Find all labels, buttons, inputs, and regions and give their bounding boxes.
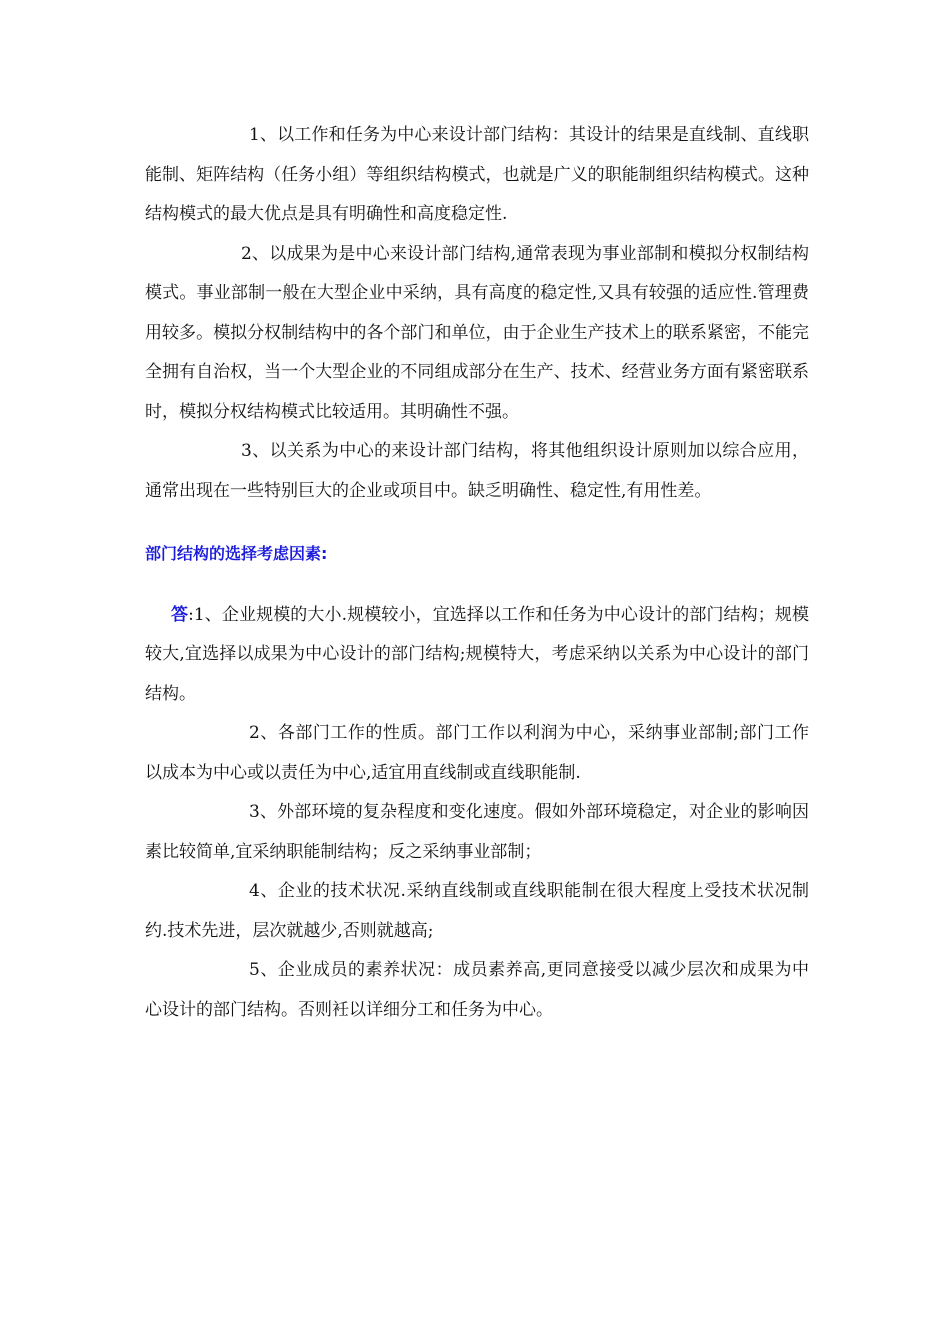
answer-label: 答 bbox=[171, 604, 189, 625]
paragraph-department-nature: 2、各部门工作的性质。部门工作以利润为中心，采纳事业部制;部门工作以成本为中心或以责任为中心,适宜用直线制或直线职能制. bbox=[145, 723, 809, 783]
paragraph-external-environment: 3、外部环境的复杂程度和变化速度。假如外部环境稳定，对企业的影响因素比较简单,宜采纳职能制结构；反之采纳事业部制； bbox=[145, 802, 809, 862]
paragraph-design-by-task: 1、以工作和任务为中心来设计部门结构：其设计的结果是直线制、直线职能制、矩阵结构（任务小组）等组织结构模式，也就是广义的职能制组织结构模式。这种结构模式的最大优点是具有明确性和高度稳定性. bbox=[145, 125, 809, 224]
section-heading: 部门结构的选择考虑因素: bbox=[145, 544, 328, 563]
paragraph-technology-status: 4、企业的技术状况.采纳直线制或直线职能制在很大程度上受技术状况制约.技术先进，层次就越少,否则就越高; bbox=[145, 881, 809, 941]
answer-paragraph bbox=[145, 596, 809, 715]
paragraph-design-by-result: 2、以成果为是中心来设计部门结构,通常表现为事业部制和模拟分权制结构模式。事业部制一般在大型企业中采纳，具有高度的稳定性,又具有较强的适应性.管理费用较多。模拟分权制结构中的各个部门和单位，由于企业生产技术上的联系紧密，不能完全拥有自治权，当一个大型企业的不同组成部分在生产、技术、经营业务方面有紧密联系时，模拟分权结构模式比较适用。其明确性不强。 bbox=[145, 243, 809, 422]
paragraph-design-by-relation: 3、以关系为中心的来设计部门结构，将其他组织设计原则加以综合应用，通常出现在一些特别巨大的企业或项目中。缺乏明确性、稳定性,有用性差。 bbox=[145, 441, 809, 501]
document-page bbox=[145, 116, 809, 1030]
paragraph-member-quality: 5、企业成员的素养状况：成员素养高,更同意接受以减少层次和成果为中心设计的部门结构。否则衽以详细分工和任务为中心。 bbox=[145, 960, 809, 1020]
answer-text: :1、企业规模的大小.规模较小，宜选择以工作和任务为中心设计的部门结构；规模较大,宜选择以成果为中心设计的部门结构;规模特大，考虑采纳以关系为中心设计的部门结构。 bbox=[145, 604, 809, 704]
